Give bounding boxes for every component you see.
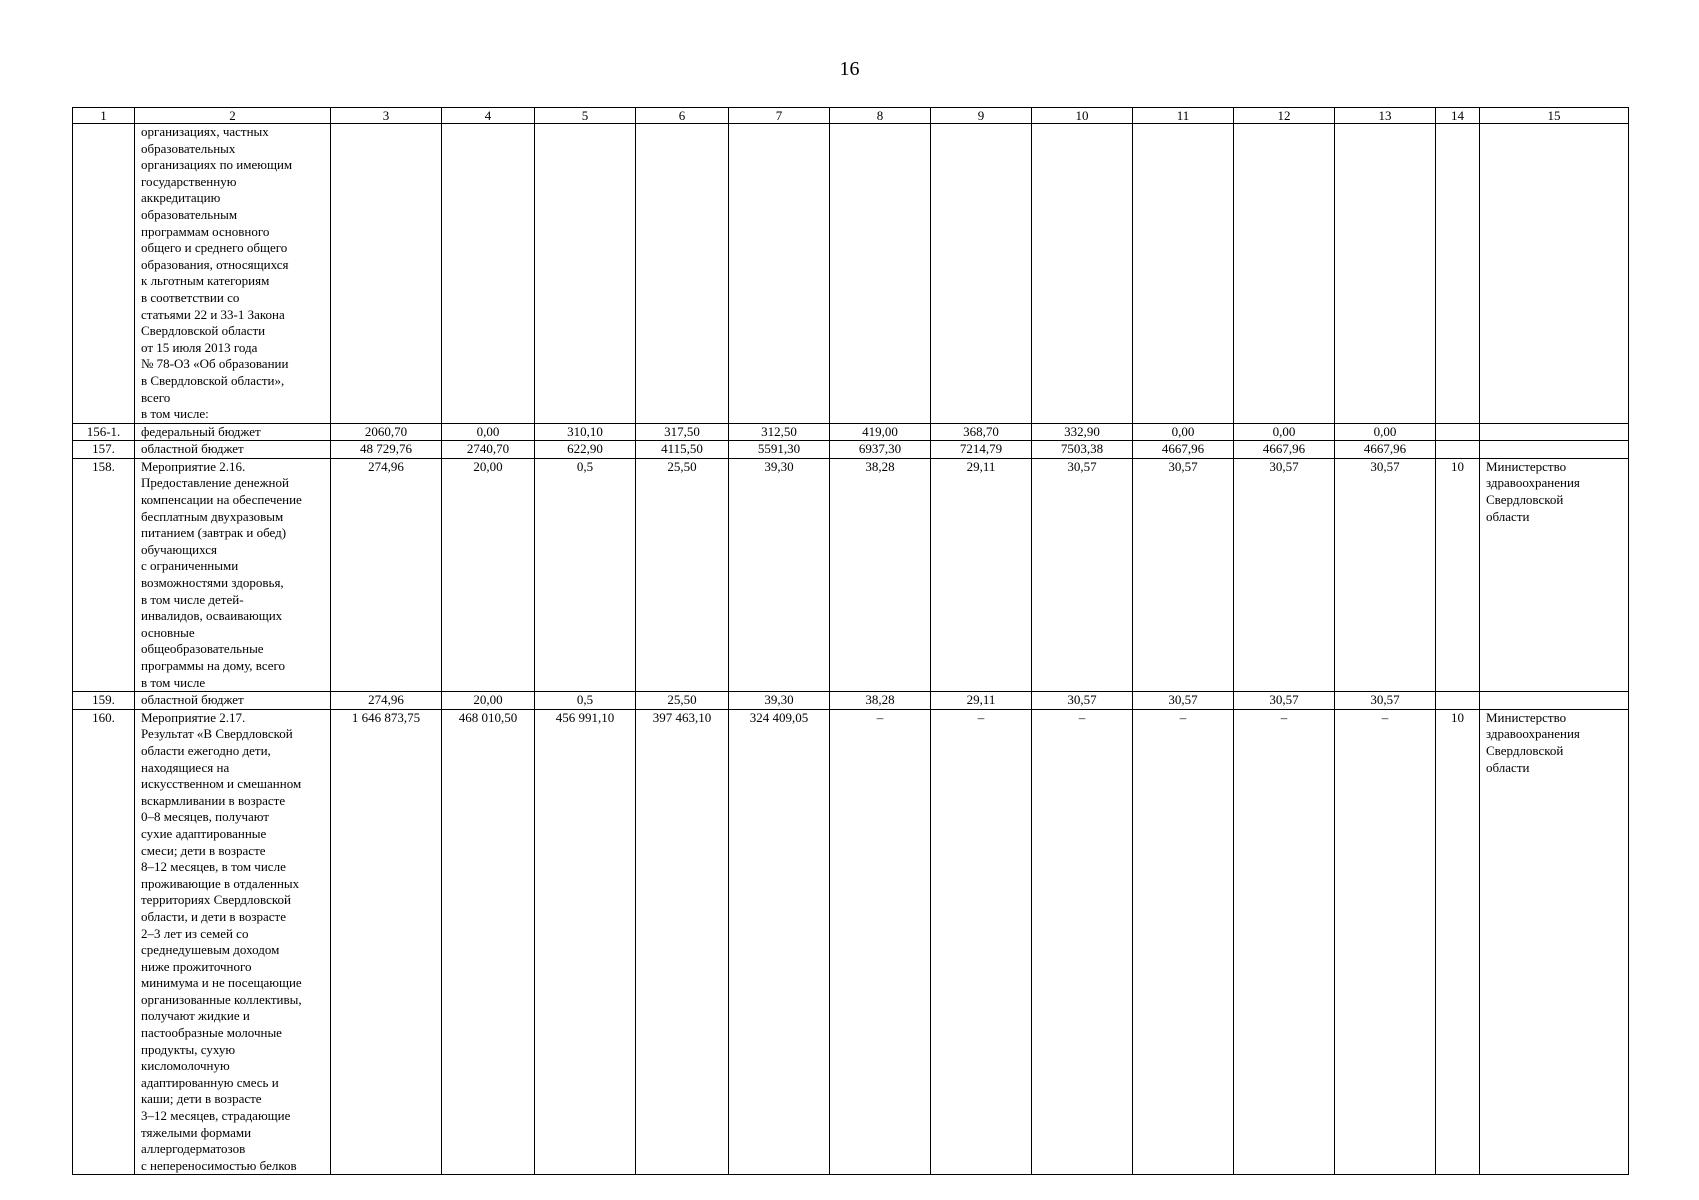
value-cell: 39,30 xyxy=(729,692,830,710)
value-cell: – xyxy=(1234,709,1335,1175)
column-header: 10 xyxy=(1032,108,1133,124)
value-cell: – xyxy=(1032,709,1133,1175)
responsible-executor-cell xyxy=(1480,423,1629,441)
page-number: 16 xyxy=(839,58,860,80)
responsible-executor-cell xyxy=(1480,441,1629,459)
value-cell: 30,57 xyxy=(1133,458,1234,691)
value-cell: 20,00 xyxy=(442,458,535,691)
value-cell: 310,10 xyxy=(535,423,636,441)
responsible-executor-cell xyxy=(1480,692,1629,710)
value-cell: 30,57 xyxy=(1133,692,1234,710)
value-cell: 332,90 xyxy=(1032,423,1133,441)
table-row xyxy=(73,124,1629,424)
value-cell: 622,90 xyxy=(535,441,636,459)
responsible-executor-cell: Министерство здравоохранения Свердловской области xyxy=(1480,458,1629,691)
value-cell: – xyxy=(830,709,931,1175)
value-cell: 30,57 xyxy=(1335,692,1436,710)
column-header: 13 xyxy=(1335,108,1436,124)
target-indicator-cell: 10 xyxy=(1436,709,1480,1175)
row-number-cell: 160. xyxy=(73,709,135,1175)
value-cell xyxy=(931,124,1032,424)
table-row xyxy=(73,423,1629,441)
item-name-cell: Мероприятие 2.17. Результат «В Свердловской области ежегодно дети, находящиеся на искусственном и смешанном вскармливании в возрасте 0–8 месяцев, получают сухие адаптированные смеси; дети в возрасте 8–12 месяцев, в том числе проживающие в отдаленных территориях Свердловской области, и дети в возрасте 2–3 лет из семей со среднедушевым доходом ниже прожиточного минимума и не посещающие организованные коллективы, получают жидкие и пастообразные молочные продукты, сухую кисломолочную адаптированную смесь и каши; дети в возрасте 3–12 месяцев, страдающие тяжелыми формами аллергодерматозов с непереносимостью белков xyxy=(135,709,331,1175)
row-number-cell: 157. xyxy=(73,441,135,459)
value-cell: 4667,96 xyxy=(1133,441,1234,459)
value-cell: 274,96 xyxy=(331,458,442,691)
item-name-cell: федеральный бюджет xyxy=(135,423,331,441)
value-cell: 4667,96 xyxy=(1234,441,1335,459)
column-header: 12 xyxy=(1234,108,1335,124)
value-cell: 468 010,50 xyxy=(442,709,535,1175)
value-cell: 38,28 xyxy=(830,458,931,691)
value-cell: 25,50 xyxy=(636,458,729,691)
value-cell xyxy=(331,124,442,424)
row-number-cell: 159. xyxy=(73,692,135,710)
value-cell: 29,11 xyxy=(931,692,1032,710)
value-cell: 456 991,10 xyxy=(535,709,636,1175)
table-row xyxy=(73,441,1629,459)
value-cell xyxy=(729,124,830,424)
column-header: 11 xyxy=(1133,108,1234,124)
value-cell: 7214,79 xyxy=(931,441,1032,459)
value-cell: 0,00 xyxy=(1133,423,1234,441)
value-cell: 4115,50 xyxy=(636,441,729,459)
value-cell: 4667,96 xyxy=(1335,441,1436,459)
column-header: 3 xyxy=(331,108,442,124)
responsible-executor-cell: Министерство здравоохранения Свердловской области xyxy=(1480,709,1629,1175)
value-cell: 0,5 xyxy=(535,458,636,691)
column-header: 15 xyxy=(1480,108,1629,124)
value-cell: 368,70 xyxy=(931,423,1032,441)
item-name-cell: организациях, частных образовательных организациях по имеющим государственную аккредитацию образовательным программам основного общего и среднего общего образования, относящихся к льготным категориям в соответствии со статьями 22 и 33-1 Закона Свердловской области от 15 июля 2013 года № 78-ОЗ «Об образовании в Свердловской области», всего в том числе: xyxy=(135,124,331,424)
value-cell xyxy=(636,124,729,424)
column-header: 9 xyxy=(931,108,1032,124)
target-indicator-cell xyxy=(1436,124,1480,424)
column-header: 8 xyxy=(830,108,931,124)
value-cell xyxy=(1133,124,1234,424)
value-cell: 20,00 xyxy=(442,692,535,710)
value-cell: 0,00 xyxy=(442,423,535,441)
value-cell: 30,57 xyxy=(1234,458,1335,691)
value-cell: 7503,38 xyxy=(1032,441,1133,459)
value-cell xyxy=(535,124,636,424)
value-cell xyxy=(1234,124,1335,424)
value-cell xyxy=(1032,124,1133,424)
column-header: 6 xyxy=(636,108,729,124)
item-name-cell: областной бюджет xyxy=(135,692,331,710)
table-row xyxy=(73,458,1629,691)
value-cell: 1 646 873,75 xyxy=(331,709,442,1175)
table-row xyxy=(73,709,1629,1175)
value-cell xyxy=(830,124,931,424)
value-cell: 312,50 xyxy=(729,423,830,441)
value-cell: 0,00 xyxy=(1234,423,1335,441)
value-cell: 2060,70 xyxy=(331,423,442,441)
value-cell: 30,57 xyxy=(1032,692,1133,710)
value-cell: 30,57 xyxy=(1335,458,1436,691)
value-cell: 30,57 xyxy=(1234,692,1335,710)
value-cell: 419,00 xyxy=(830,423,931,441)
row-number-cell xyxy=(73,124,135,424)
value-cell: 38,28 xyxy=(830,692,931,710)
column-header: 4 xyxy=(442,108,535,124)
target-indicator-cell xyxy=(1436,423,1480,441)
value-cell: 29,11 xyxy=(931,458,1032,691)
value-cell: 2740,70 xyxy=(442,441,535,459)
value-cell: 0,5 xyxy=(535,692,636,710)
value-cell: 39,30 xyxy=(729,458,830,691)
value-cell: 324 409,05 xyxy=(729,709,830,1175)
value-cell: 25,50 xyxy=(636,692,729,710)
column-header: 2 xyxy=(135,108,331,124)
value-cell xyxy=(1335,124,1436,424)
row-number-cell: 158. xyxy=(73,458,135,691)
value-cell: 30,57 xyxy=(1032,458,1133,691)
responsible-executor-cell xyxy=(1480,124,1629,424)
value-cell: 317,50 xyxy=(636,423,729,441)
row-number-cell: 156-1. xyxy=(73,423,135,441)
column-number-header-row xyxy=(73,108,1629,124)
column-header: 7 xyxy=(729,108,830,124)
value-cell: 5591,30 xyxy=(729,441,830,459)
budget-table xyxy=(72,107,1629,1175)
table-row xyxy=(73,692,1629,710)
value-cell: 6937,30 xyxy=(830,441,931,459)
column-header: 14 xyxy=(1436,108,1480,124)
value-cell: – xyxy=(931,709,1032,1175)
column-header: 1 xyxy=(73,108,135,124)
value-cell: – xyxy=(1335,709,1436,1175)
value-cell: 397 463,10 xyxy=(636,709,729,1175)
target-indicator-cell xyxy=(1436,441,1480,459)
value-cell: 48 729,76 xyxy=(331,441,442,459)
item-name-cell: Мероприятие 2.16. Предоставление денежной компенсации на обеспечение бесплатным двухразовым питанием (завтрак и обед) обучающихся с ограниченными возможностями здоровья, в том числе детей- инвалидов, осваивающих основные общеобразовательные программы на дому, всего в том числе xyxy=(135,458,331,691)
item-name-cell: областной бюджет xyxy=(135,441,331,459)
target-indicator-cell xyxy=(1436,692,1480,710)
value-cell: 274,96 xyxy=(331,692,442,710)
value-cell: – xyxy=(1133,709,1234,1175)
column-header: 5 xyxy=(535,108,636,124)
value-cell xyxy=(442,124,535,424)
target-indicator-cell: 10 xyxy=(1436,458,1480,691)
value-cell: 0,00 xyxy=(1335,423,1436,441)
